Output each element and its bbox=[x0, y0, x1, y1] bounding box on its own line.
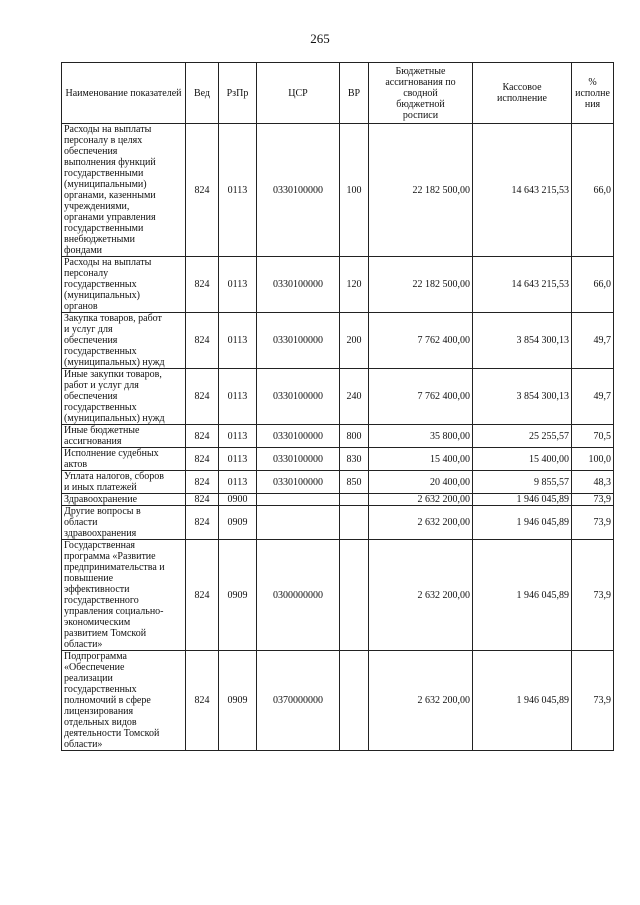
row-ved: 824 bbox=[186, 651, 219, 751]
header-vr: ВР bbox=[340, 63, 369, 124]
row-percent: 73,9 bbox=[572, 540, 614, 651]
row-cash: 14 643 215,53 bbox=[473, 257, 572, 313]
row-assignments: 7 762 400,00 bbox=[369, 313, 473, 369]
row-vr: 830 bbox=[340, 448, 369, 471]
row-csr bbox=[257, 506, 340, 540]
row-vr: 200 bbox=[340, 313, 369, 369]
row-rzpr: 0113 bbox=[219, 471, 257, 494]
row-ved: 824 bbox=[186, 369, 219, 425]
table-row bbox=[62, 257, 614, 313]
row-cash: 14 643 215,53 bbox=[473, 124, 572, 257]
row-cash: 1 946 045,89 bbox=[473, 506, 572, 540]
budget-table bbox=[61, 62, 614, 751]
row-name: Расходы на выплаты персоналу в целях обеспечения выполнения функций государственными (муниципальными) органами, казенными учреждениями, органами управления государственными внебюджетными фондами bbox=[62, 124, 186, 257]
row-ved: 824 bbox=[186, 313, 219, 369]
row-cash: 1 946 045,89 bbox=[473, 540, 572, 651]
row-ved: 824 bbox=[186, 540, 219, 651]
row-cash: 9 855,57 bbox=[473, 471, 572, 494]
row-vr bbox=[340, 494, 369, 506]
row-cash: 15 400,00 bbox=[473, 448, 572, 471]
row-percent: 48,3 bbox=[572, 471, 614, 494]
row-rzpr: 0113 bbox=[219, 369, 257, 425]
row-vr: 800 bbox=[340, 425, 369, 448]
row-assignments: 35 800,00 bbox=[369, 425, 473, 448]
header-cash-execution: Кассовое исполнение bbox=[473, 63, 572, 124]
row-ved: 824 bbox=[186, 494, 219, 506]
row-vr: 100 bbox=[340, 124, 369, 257]
row-name: Государственная программа «Развитие предпринимательства и повышение эффективности государственного управления социально- экономическим развитием Томской области» bbox=[62, 540, 186, 651]
row-name: Исполнение судебных актов bbox=[62, 448, 186, 471]
row-rzpr: 0909 bbox=[219, 651, 257, 751]
row-assignments: 20 400,00 bbox=[369, 471, 473, 494]
row-csr: 0330100000 bbox=[257, 425, 340, 448]
row-vr bbox=[340, 506, 369, 540]
header-csr: ЦСР bbox=[257, 63, 340, 124]
table-row bbox=[62, 313, 614, 369]
row-name: Уплата налогов, сборов и иных платежей bbox=[62, 471, 186, 494]
table-header-row bbox=[62, 63, 614, 124]
row-ved: 824 bbox=[186, 124, 219, 257]
row-rzpr: 0113 bbox=[219, 124, 257, 257]
row-rzpr: 0113 bbox=[219, 257, 257, 313]
header-percent-execution: % исполне ния bbox=[572, 63, 614, 124]
row-name: Иные бюджетные ассигнования bbox=[62, 425, 186, 448]
table-row bbox=[62, 471, 614, 494]
row-percent: 70,5 bbox=[572, 425, 614, 448]
row-vr: 120 bbox=[340, 257, 369, 313]
row-csr: 0330100000 bbox=[257, 124, 340, 257]
row-csr: 0300000000 bbox=[257, 540, 340, 651]
table-row bbox=[62, 540, 614, 651]
row-csr: 0330100000 bbox=[257, 257, 340, 313]
row-assignments: 2 632 200,00 bbox=[369, 651, 473, 751]
row-csr bbox=[257, 494, 340, 506]
row-percent: 66,0 bbox=[572, 124, 614, 257]
row-vr bbox=[340, 540, 369, 651]
header-rzpr: РзПр bbox=[219, 63, 257, 124]
row-assignments: 2 632 200,00 bbox=[369, 494, 473, 506]
table-row bbox=[62, 651, 614, 751]
row-cash: 1 946 045,89 bbox=[473, 651, 572, 751]
row-vr: 850 bbox=[340, 471, 369, 494]
row-name: Закупка товаров, работ и услуг для обеспечения государственных (муниципальных) нужд bbox=[62, 313, 186, 369]
row-rzpr: 0113 bbox=[219, 448, 257, 471]
row-csr: 0370000000 bbox=[257, 651, 340, 751]
row-rzpr: 0909 bbox=[219, 540, 257, 651]
row-csr: 0330100000 bbox=[257, 471, 340, 494]
row-assignments: 22 182 500,00 bbox=[369, 257, 473, 313]
table-row bbox=[62, 124, 614, 257]
header-ved: Вед bbox=[186, 63, 219, 124]
row-ved: 824 bbox=[186, 506, 219, 540]
table-row bbox=[62, 369, 614, 425]
row-rzpr: 0900 bbox=[219, 494, 257, 506]
row-assignments: 2 632 200,00 bbox=[369, 506, 473, 540]
row-percent: 49,7 bbox=[572, 313, 614, 369]
row-name: Иные закупки товаров, работ и услуг для обеспечения государственных (муниципальных) нужд bbox=[62, 369, 186, 425]
row-percent: 66,0 bbox=[572, 257, 614, 313]
row-cash: 25 255,57 bbox=[473, 425, 572, 448]
row-csr: 0330100000 bbox=[257, 448, 340, 471]
row-ved: 824 bbox=[186, 471, 219, 494]
row-cash: 1 946 045,89 bbox=[473, 494, 572, 506]
row-rzpr: 0909 bbox=[219, 506, 257, 540]
row-assignments: 22 182 500,00 bbox=[369, 124, 473, 257]
row-percent: 49,7 bbox=[572, 369, 614, 425]
row-rzpr: 0113 bbox=[219, 425, 257, 448]
row-assignments: 15 400,00 bbox=[369, 448, 473, 471]
row-percent: 73,9 bbox=[572, 494, 614, 506]
table-row bbox=[62, 425, 614, 448]
row-cash: 3 854 300,13 bbox=[473, 313, 572, 369]
row-assignments: 7 762 400,00 bbox=[369, 369, 473, 425]
page-number: 265 bbox=[310, 31, 330, 46]
row-percent: 100,0 bbox=[572, 448, 614, 471]
row-vr bbox=[340, 651, 369, 751]
row-name: Подпрограмма «Обеспечение реализации государственных полномочий в сфере лицензирования отдельных видов деятельности Томской области» bbox=[62, 651, 186, 751]
header-assignments: Бюджетные ассигнования по сводной бюджетной росписи bbox=[369, 63, 473, 124]
table-row bbox=[62, 448, 614, 471]
header-name: Наименование показателей bbox=[62, 63, 186, 124]
row-csr: 0330100000 bbox=[257, 369, 340, 425]
row-ved: 824 bbox=[186, 257, 219, 313]
row-percent: 73,9 bbox=[572, 506, 614, 540]
table-row bbox=[62, 494, 614, 506]
row-name: Расходы на выплаты персоналу государственных (муниципальных) органов bbox=[62, 257, 186, 313]
row-csr: 0330100000 bbox=[257, 313, 340, 369]
table-row bbox=[62, 506, 614, 540]
row-assignments: 2 632 200,00 bbox=[369, 540, 473, 651]
row-percent: 73,9 bbox=[572, 651, 614, 751]
row-ved: 824 bbox=[186, 425, 219, 448]
row-vr: 240 bbox=[340, 369, 369, 425]
row-rzpr: 0113 bbox=[219, 313, 257, 369]
row-name: Здравоохранение bbox=[62, 494, 186, 506]
row-cash: 3 854 300,13 bbox=[473, 369, 572, 425]
row-name: Другие вопросы в области здравоохранения bbox=[62, 506, 186, 540]
row-ved: 824 bbox=[186, 448, 219, 471]
